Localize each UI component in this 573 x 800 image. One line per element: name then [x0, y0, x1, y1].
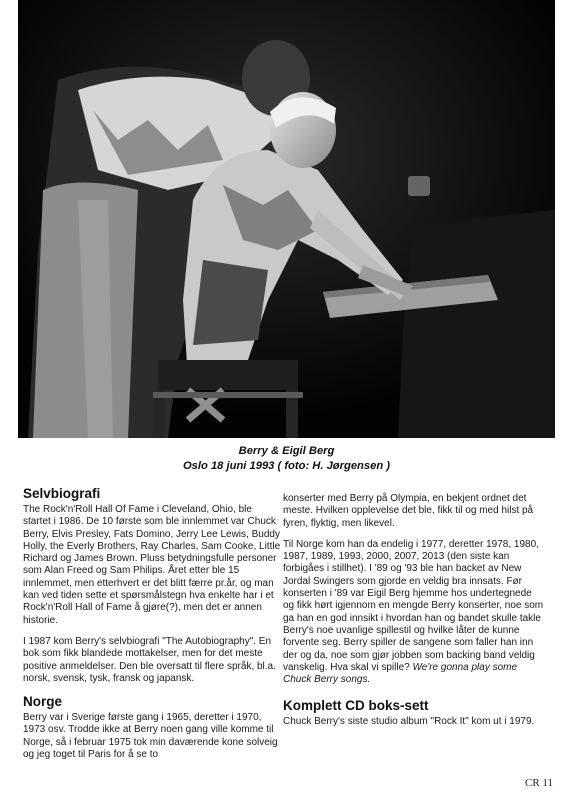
paragraph-autobiography: I 1987 kom Berry's selvbiografi "The Autobiography". En bok som fikk blandede mottakelser, men for det meste positive anmeldelser. Den ble oversatt til flere språk, bl.a. norsk, svensk, tysk, fransk og japansk.	[23, 635, 276, 684]
heading-selvbiografi: Selvbiografi	[23, 486, 101, 501]
paragraph-olympia: konserter med Berry på Olympia, en bekjent ordnet det meste. Hvilken opplevelse det ble, fikk til og med hilst på fyren, flyktig, men likevel.	[283, 493, 534, 529]
paragraph-sverige: Berry var i Sverige første gang i 1965, deretter i 1970, 1973 osv. Trodde ikke at Berry noen gang ville komme til Norge, så i februar 1975 tok min daværende kone solveig og jeg toget til Paris for å se to	[23, 712, 278, 761]
paragraph-rock-it: Chuck Berry's siste studio album "Rock It" kom ut i 1979.	[283, 716, 535, 728]
norway-concerts-text: Til Norge kom han da endelig i 1977, deretter 1978, 1980, 1987, 1989, 1993, 2000, 2007, 2013 (den siste kan forbigåes i stillhet). I '89 og '93 ble han backet av New Jordal Swingers som gjorde en veldig bra innsats. Før konserten i '89 var Eigil Berg hjemme hos undertegnede og fikk hørt igjennom en mengde Berry konserter, noe som ga han en god innsikt i hvordan han og bandet skulle takle Berry's noe uvanlige spillestil og hvilke låter de kunne forvente seg. Berry spiller de sangene som faller han inn der og da, noe som gjør jobben som backing band veldig vanskelig. Hva skal vi spille?	[283, 538, 544, 673]
caption-line-1: Berry & Eigil Berg	[238, 445, 335, 457]
page-number: CR 11	[524, 777, 553, 789]
photo-caption	[0, 444, 573, 474]
heading-norge: Norge	[23, 694, 63, 710]
paragraph-hall-of-fame: The Rock'n'Roll Hall Of Fame i Cleveland, Ohio, ble startet i 1986. De 10 første som ble innlemmet var Chuck Berry, Elvis Presley, Fats Domino, Jerry Lee Lewis, Buddy Holly, the Everly Brothers, Ray Charles, Sam Cooke, Little Richard og James Brown. Pluss betydningsfulle personer som Alan Freed og Sam Philips. Året etter ble 15 innlemmet, men etterhvert er det blitt færre pr.år, og man kan ved tiden sette et spørsmålstegn hva enkelte har i et Rock'n'Roll Hall of Fame å gjøre(?), men det er annen historie.	[23, 504, 281, 626]
caption-line-2: Oslo 18 juni 1993 ( foto: H. Jørgensen )	[182, 460, 390, 472]
left-column	[23, 486, 281, 770]
concert-photo	[18, 0, 555, 438]
right-column	[283, 493, 545, 738]
paragraph-norway-concerts	[283, 539, 545, 687]
quote-chuck-berry-songs: We're gonna play some Chuck Berry songs.	[283, 661, 518, 686]
heading-cd-box-set: Komplett CD boks-sett	[283, 698, 429, 714]
